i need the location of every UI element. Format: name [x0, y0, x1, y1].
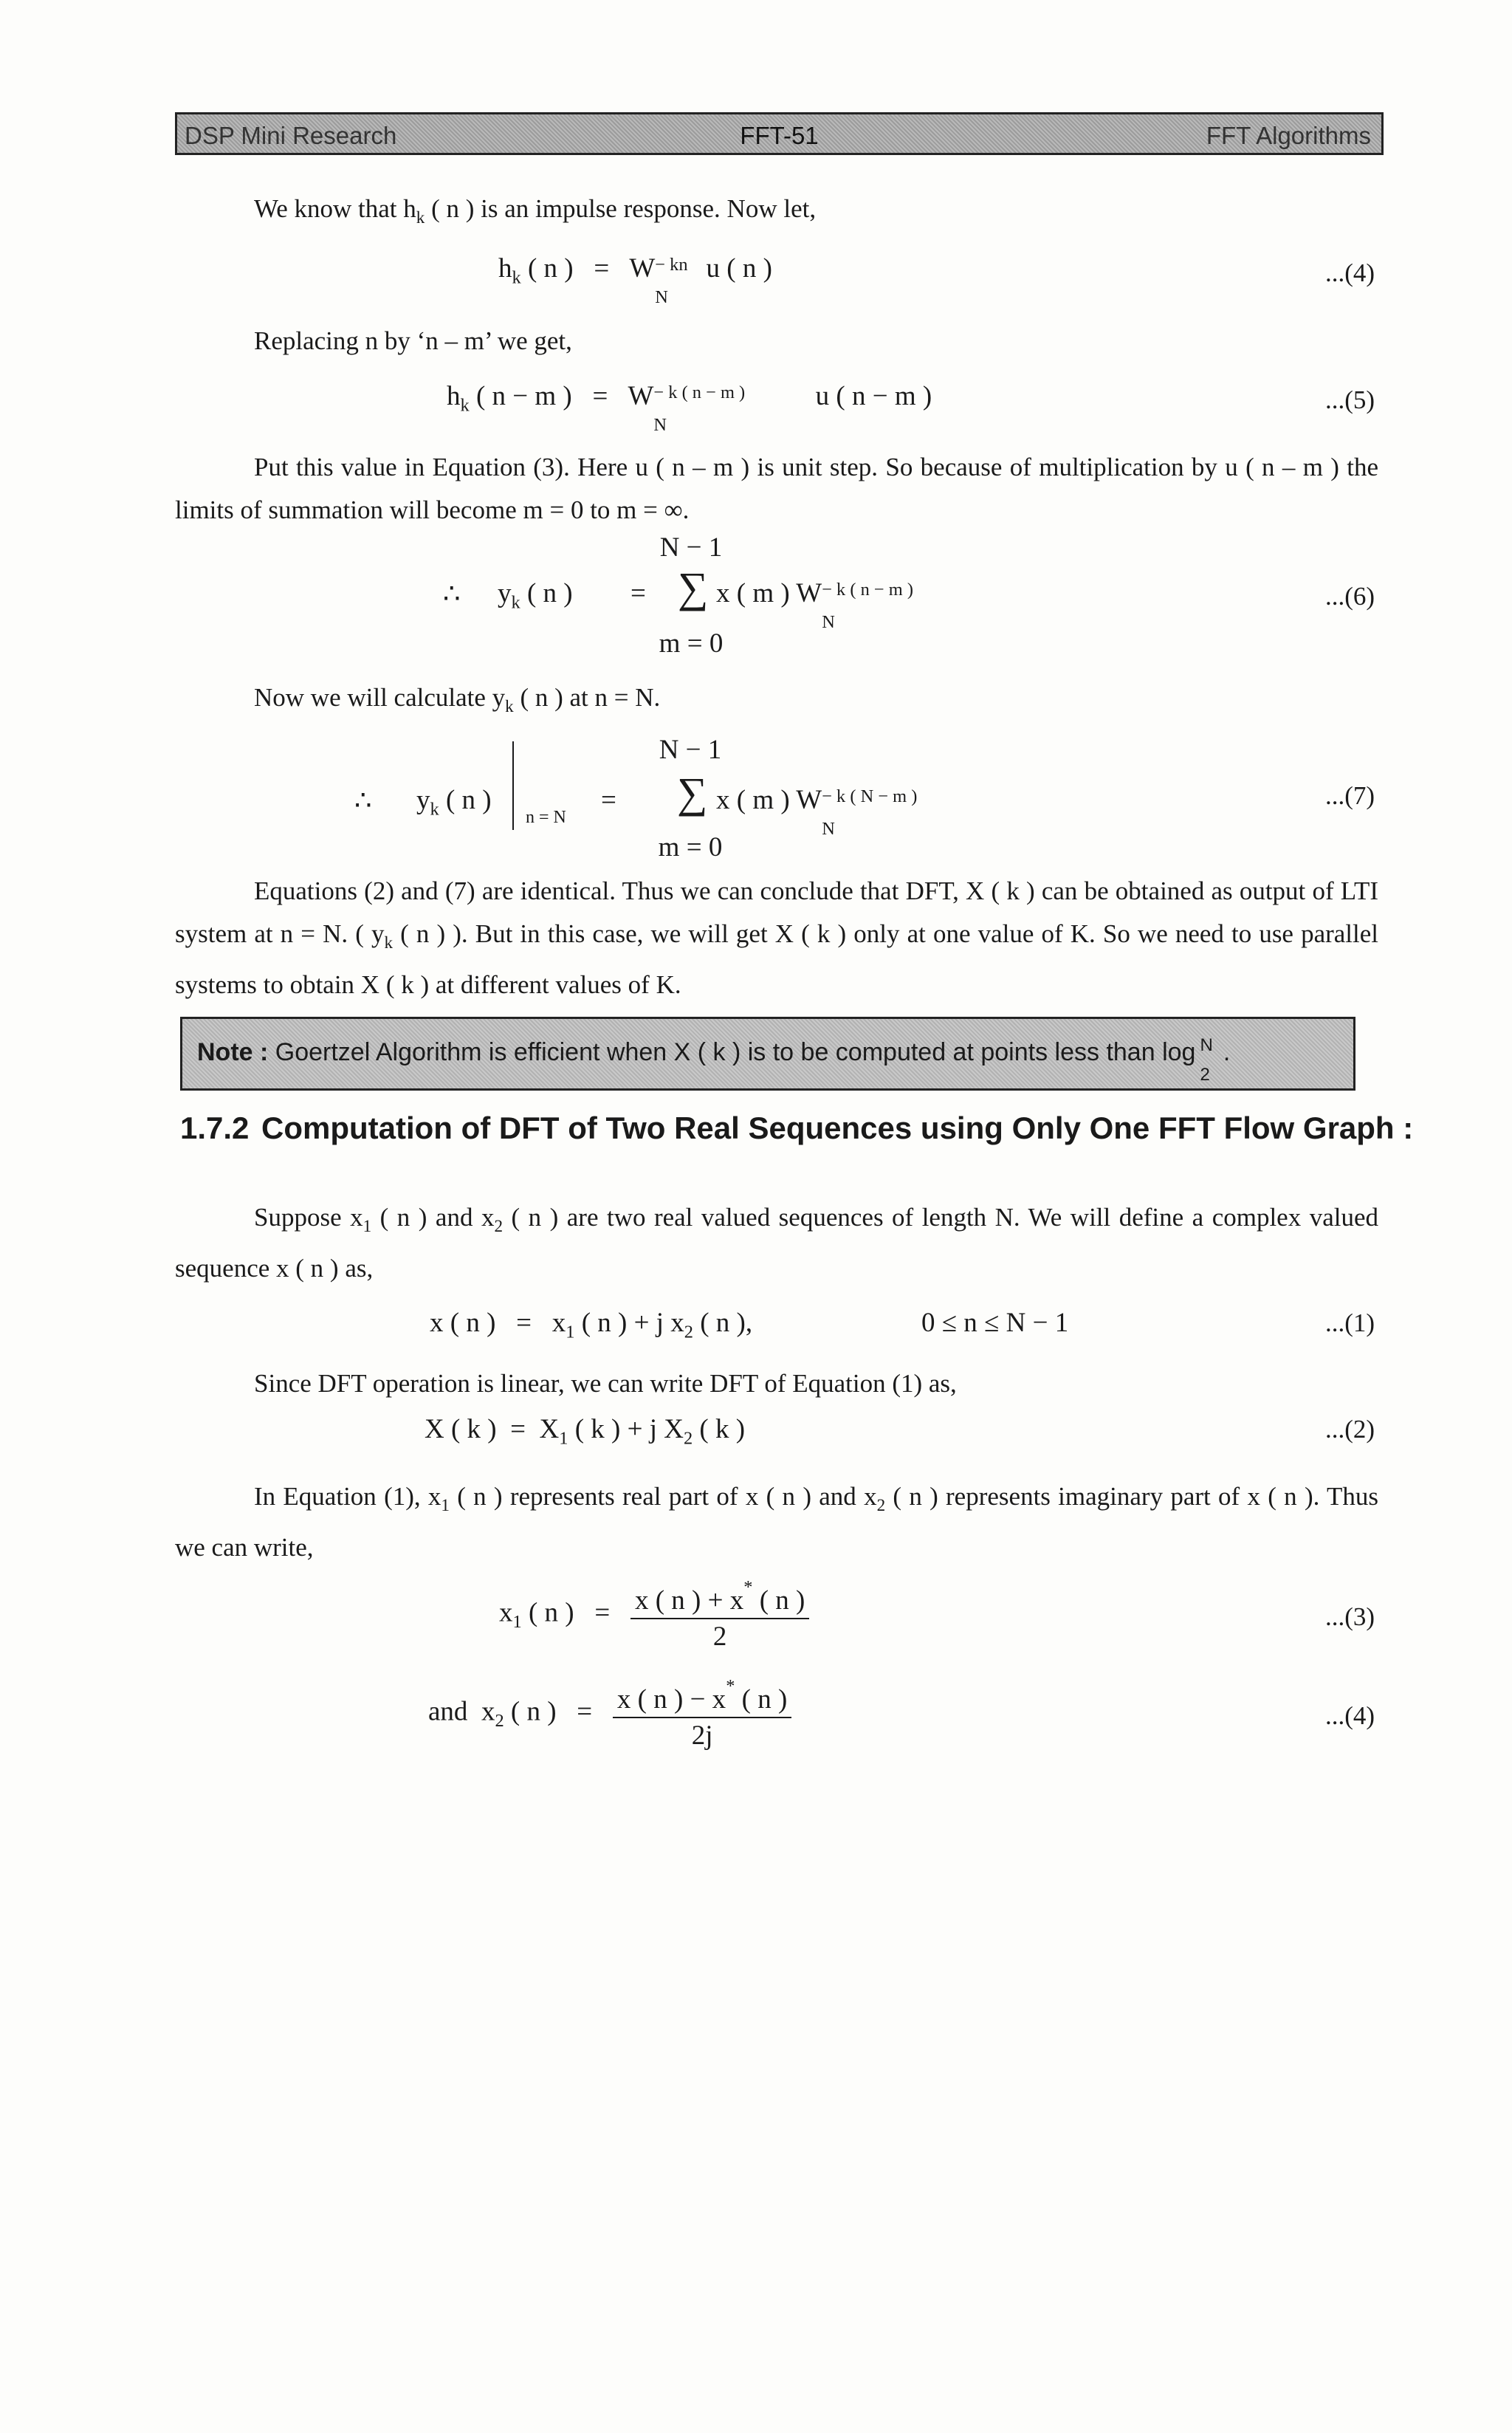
equation-3-number: ...(3) — [1324, 1602, 1375, 1631]
paragraph-impulse-response: We know that $h_k$ ( n ) is an impulse response. Now let, — [254, 194, 817, 227]
header-chapter-title: FFT Algorithms — [1206, 122, 1371, 149]
note-box: Note : Goertzel Algorithm is efficient when X ( k ) is to be computed at points less than log N 2 . — [180, 1017, 1355, 1091]
equation-2-number: ...(2) — [1324, 1415, 1375, 1444]
paragraph-replacing: Replacing n by ‘n – m’ we get, — [254, 326, 572, 355]
page-number: FFT-51 — [740, 122, 819, 149]
equation-7: ∴ $y_k$ ( n ) n = N = N − 1 ∑ m = 0 x ( m ) W − k ( N − m ) N — [354, 735, 918, 862]
equation-4-second-number: ...(4) — [1324, 1701, 1375, 1730]
equation-2: X ( k ) = $X_1$ ( k ) + j $X_2$ ( k ) — [425, 1414, 746, 1449]
section-number: 1.7.2 — [180, 1111, 250, 1145]
section-title: Computation of DFT of Two Real Sequences using Only One FFT Flow Graph : — [261, 1111, 1414, 1145]
paragraph-unit-step: Put this value in Equation (3). Here u ( n – m ) is unit step. So because of multiplication by u ( n – m ) the limits of summation will become m = 0 to m = ∞. — [175, 453, 1378, 524]
note-label: Note : — [197, 1038, 269, 1066]
equation-4: $h_k$ ( n ) = W − kn N u ( n ) — [498, 253, 772, 307]
equation-3: $x_1$ ( n ) = $\frac{x ( n ) + x^* ( n )}{2}$ — [499, 1577, 809, 1653]
equation-6: ∴ $y_k$ ( n ) = N − 1 ∑ m = 0 x ( m ) W − k ( n − m ) N — [443, 532, 913, 659]
page-header — [175, 112, 1384, 155]
equation-6-number: ...(6) — [1324, 582, 1375, 611]
equation-1-range: 0 ≤ n ≤ N − 1 — [921, 1308, 1069, 1338]
paragraph-dft-conclusion: Equations (2) and (7) are identical. Thus we can conclude that DFT, X ( k ) can be obtained as output of LTI system at n = N. ( $y_k$ ( n ) ). But in this case, we will get X ( k ) only at one value of K. So we need to use parallel systems to obtain X ( k ) at different values of K. — [175, 876, 1378, 1000]
paragraph-calculate-yk: Now we will calculate $y_k$ ( n ) at n = N. — [254, 683, 661, 716]
equation-4-number: ...(4) — [1324, 258, 1375, 287]
note-text: Goertzel Algorithm is efficient when X ( k ) is to be computed at points less than log — [268, 1038, 1196, 1066]
equation-4-second: and $x_2$ ( n ) = $\frac{x ( n ) - x^* ( n )}{2j}$ — [428, 1676, 791, 1751]
header-left-text: DSP Mini Research — [185, 122, 397, 149]
equation-1-number: ...(1) — [1324, 1308, 1375, 1337]
paragraph-real-imaginary: In Equation (1), $x_1$ ( n ) represents real part of x ( n ) and $x_2$ ( n ) represents imaginary part of x ( n ). Thus we can write, — [175, 1482, 1378, 1562]
equation-1: x ( n ) = $x_1$ ( n ) + j $x_2$ ( n ), — [430, 1308, 753, 1342]
equation-7-number: ...(7) — [1324, 781, 1375, 810]
equation-5-number: ...(5) — [1324, 385, 1375, 414]
equation-5: $h_k$ ( n − m ) = W − k ( n − m ) N u ( n − m ) — [447, 381, 932, 435]
paragraph-two-real-sequences: Suppose $x_1$ ( n ) and $x_2$ ( n ) are two real valued sequences of length N. We will define a complex valued sequence x ( n ) as, — [175, 1203, 1378, 1283]
paragraph-dft-linear: Since DFT operation is linear, we can write DFT of Equation (1) as, — [254, 1369, 957, 1398]
